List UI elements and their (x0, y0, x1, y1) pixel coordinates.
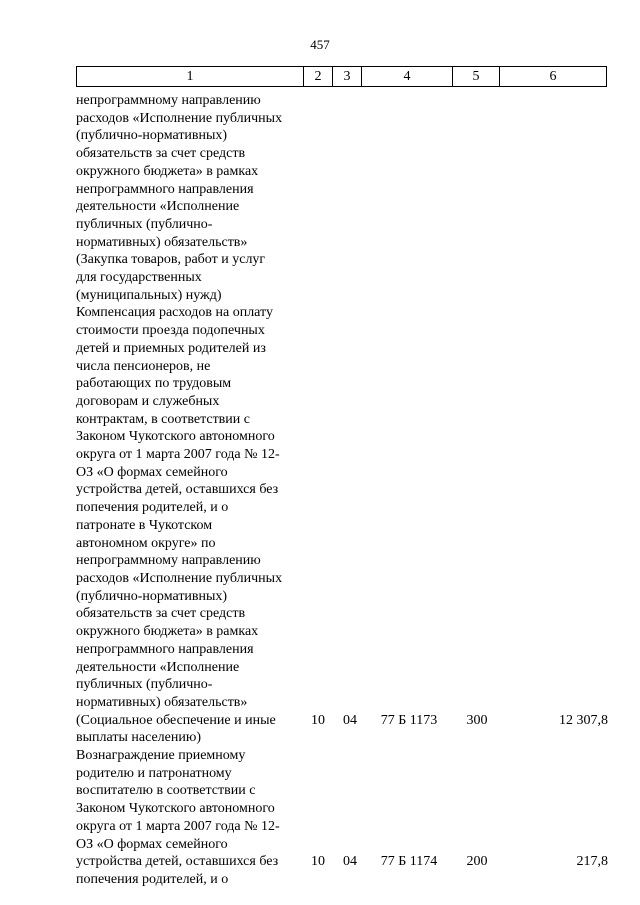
expense-type-code: 200 (466, 854, 488, 869)
text-line: деятельности «Исполнение (76, 199, 240, 215)
column-header-2: 2 (304, 67, 333, 87)
text-line: Законом Чукотского автономного (76, 429, 275, 445)
text-line: автономном округе» по (76, 535, 216, 551)
expense-type-code: 300 (466, 713, 488, 728)
text-line: нормативных) обязательств» (76, 234, 248, 250)
text-line: непрограммному направлению (76, 93, 261, 108)
amount: 217,8 (576, 854, 608, 869)
text-line: договорам и служебных (76, 393, 220, 409)
text-line: обязательств за счет средств (76, 606, 246, 622)
text-line: округа от 1 марта 2007 года № 12- (76, 818, 280, 834)
text-line: (муниципальных) нужд) (76, 287, 222, 303)
column-header-row (76, 66, 607, 87)
text-line: числа пенсионеров, не (76, 358, 211, 374)
entry-continuation (76, 92, 308, 304)
page-number: 457 (310, 37, 330, 52)
text-line: (Социальное обеспечение и иные (76, 712, 276, 728)
entry-compensation (76, 304, 308, 747)
text-line: родителю и патронатному (76, 765, 232, 781)
text-line: деятельности «Исполнение (76, 659, 240, 675)
text-line: обязательств за счет средств (76, 146, 246, 162)
text-line: окружного бюджета» в рамках (76, 624, 259, 640)
text-line: воспитателю в соответствии с (76, 783, 256, 799)
text-line: публичных (публично- (76, 216, 213, 232)
text-line: детей и приемных родителей из (76, 340, 266, 356)
column-header-4: 4 (362, 67, 453, 87)
column-header-6: 6 (500, 67, 607, 87)
text-line: расходов «Исполнение публичных (76, 570, 283, 586)
text-line: Компенсация расходов на оплату (76, 305, 273, 321)
target-article-code: 77 Б 1173 (380, 713, 438, 728)
text-line: ОЗ «О формах семейного (76, 464, 228, 480)
text-line: устройства детей, оставшихся без (76, 854, 279, 870)
description-column (76, 92, 308, 889)
text-line: округа от 1 марта 2007 года № 12- (76, 447, 280, 463)
text-line: непрограммного направления (76, 641, 254, 657)
text-line: контрактам, в соответствии с (76, 411, 250, 427)
text-line: для государственных (76, 270, 202, 286)
column-header-3: 3 (333, 67, 362, 87)
text-line: (Закупка товаров, работ и услуг (76, 252, 266, 268)
text-line: непрограммного направления (76, 181, 254, 197)
text-line: ОЗ «О формах семейного (76, 836, 228, 852)
text-line: (публично-нормативных) (76, 128, 228, 144)
column-header-5: 5 (453, 67, 500, 87)
text-line: патронате в Чукотском (76, 517, 213, 533)
section-code: 10 (311, 854, 325, 869)
text-line: непрограммному направлению (76, 553, 261, 569)
text-line: попечения родителей, и о (76, 871, 229, 887)
text-line: публичных (публично- (76, 677, 213, 693)
text-line: попечения родителей, и о (76, 500, 229, 516)
column-header-1: 1 (77, 67, 304, 87)
text-line: Законом Чукотского автономного (76, 801, 275, 817)
text-line: стоимости проезда подопечных (76, 323, 265, 339)
text-line: окружного бюджета» в рамках (76, 163, 259, 179)
target-article-code: 77 Б 1174 (380, 854, 438, 869)
text-line: Вознаграждение приемному (76, 748, 246, 764)
text-line: выплаты населению) (76, 730, 201, 746)
subsection-code: 04 (343, 713, 357, 728)
text-line: нормативных) обязательств» (76, 694, 248, 710)
text-line: расходов «Исполнение публичных (76, 110, 283, 126)
subsection-code: 04 (343, 854, 357, 869)
section-code: 10 (311, 713, 325, 728)
amount: 12 307,8 (559, 713, 608, 728)
entry-remuneration (76, 747, 308, 889)
text-line: устройства детей, оставшихся без (76, 482, 279, 498)
text-line: (публично-нормативных) (76, 588, 228, 604)
text-line: работающих по трудовым (76, 376, 232, 392)
